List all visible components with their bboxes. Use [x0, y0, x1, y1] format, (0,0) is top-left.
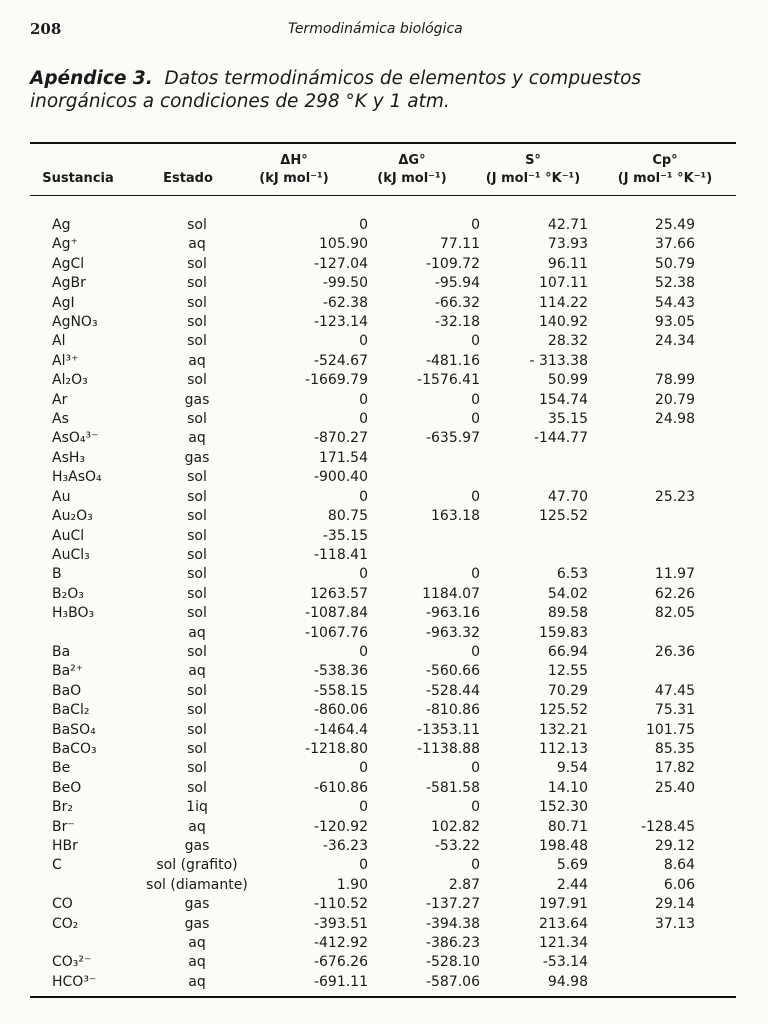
entropy-cell — [484, 527, 598, 546]
state-cell: sol — [187, 760, 207, 777]
gibbs-cell: 0 — [471, 643, 480, 660]
state-cell: sol — [187, 702, 207, 719]
gibbs-cell: -528.44 — [425, 682, 480, 699]
entropy-cell: 121.34 — [539, 935, 588, 952]
gibbs-cell: -32.18 — [434, 314, 480, 331]
heat-capacity-cell: 6.06 — [663, 876, 695, 893]
state-cell: sol (grafito) — [156, 857, 238, 874]
enthalpy-cell: -393.51 — [313, 915, 368, 932]
enthalpy-cell: 0 — [359, 799, 368, 816]
state-cell: sol — [187, 566, 207, 583]
entropy-cell: 54.02 — [547, 585, 588, 602]
gibbs-cell: 0 — [471, 760, 480, 777]
gibbs-cell — [370, 468, 484, 487]
state-cell: sol — [187, 721, 207, 738]
table-row — [30, 546, 736, 565]
entropy-cell: 70.29 — [547, 682, 588, 699]
entropy-cell: 89.58 — [547, 605, 588, 622]
column-header-estado: Estado — [163, 171, 213, 186]
substance-cell: AuCl — [52, 527, 85, 544]
state-cell: aq — [188, 818, 206, 835]
table-row — [30, 759, 736, 778]
substance-cell: Ba — [52, 643, 71, 660]
enthalpy-cell: 0 — [359, 217, 368, 233]
enthalpy-cell: -127.04 — [313, 255, 368, 272]
substance-cell: B₂O₃ — [52, 585, 84, 602]
column-header-delta-h: ΔH° (kJ mol⁻¹) — [259, 153, 329, 186]
substance-cell — [30, 934, 130, 953]
table-row — [30, 332, 736, 351]
gibbs-cell: -481.16 — [425, 352, 480, 369]
entropy-cell: 125.52 — [539, 702, 588, 719]
table-row — [30, 818, 736, 837]
gibbs-cell: 0 — [471, 799, 480, 816]
substance-cell: BaCl₂ — [52, 702, 90, 719]
gibbs-cell: -95.94 — [434, 275, 480, 292]
table-row — [30, 352, 736, 371]
entropy-cell: -144.77 — [533, 430, 588, 447]
state-cell: aq — [188, 352, 206, 369]
table-row — [30, 953, 736, 972]
enthalpy-cell: -610.86 — [313, 779, 368, 796]
caption-label: Apéndice 3. — [30, 68, 153, 89]
substance-cell: As — [52, 411, 69, 428]
gibbs-cell: -1353.11 — [417, 721, 480, 738]
table-row — [30, 274, 736, 293]
table-row — [30, 429, 736, 448]
entropy-cell: 2.44 — [556, 876, 588, 893]
enthalpy-cell: 0 — [359, 643, 368, 660]
heat-capacity-cell: 29.12 — [654, 838, 695, 854]
substance-cell: HBr — [52, 838, 78, 854]
table-row — [30, 876, 736, 895]
gibbs-cell: 102.82 — [431, 818, 480, 835]
entropy-cell — [484, 449, 598, 468]
gibbs-cell: -137.27 — [425, 896, 480, 913]
state-cell: aq — [188, 430, 206, 447]
state-cell: sol — [187, 527, 207, 544]
gibbs-cell: 0 — [471, 333, 480, 350]
entropy-cell: 6.53 — [556, 566, 588, 583]
substance-cell: BaCO₃ — [52, 740, 97, 757]
gibbs-cell — [370, 527, 484, 546]
header-rule — [30, 195, 736, 196]
entropy-cell: 96.11 — [547, 255, 588, 272]
state-cell: aq — [188, 935, 206, 952]
enthalpy-cell: -676.26 — [313, 954, 368, 971]
enthalpy-cell: 0 — [359, 411, 368, 428]
substance-cell: Ba²⁺ — [52, 663, 84, 680]
entropy-cell: 107.11 — [539, 275, 588, 292]
gibbs-cell: -635.97 — [425, 430, 480, 447]
state-cell: sol — [187, 411, 207, 428]
state-cell: aq — [188, 973, 206, 990]
enthalpy-cell: -1067.76 — [305, 624, 368, 641]
substance-cell: Al — [52, 333, 66, 350]
enthalpy-cell: 0 — [359, 857, 368, 874]
state-cell: sol — [187, 779, 207, 796]
column-header-entropy: S° (J mol⁻¹ °K⁻¹) — [485, 153, 581, 186]
state-cell: aq — [188, 954, 206, 971]
gibbs-cell: 2.87 — [448, 876, 480, 893]
table-row — [30, 837, 736, 856]
enthalpy-cell: 80.75 — [327, 508, 368, 525]
table-row — [30, 391, 736, 410]
gibbs-cell: 0 — [471, 217, 480, 233]
heat-capacity-cell: -128.45 — [640, 818, 695, 835]
gibbs-cell: 1184.07 — [422, 585, 480, 602]
substance-cell: AgCl — [52, 255, 85, 272]
state-cell: sol — [187, 275, 207, 292]
state-cell: sol — [187, 740, 207, 757]
substance-cell: AsH₃ — [52, 449, 86, 466]
heat-capacity-cell: 37.13 — [654, 915, 695, 932]
gibbs-cell: -810.86 — [425, 702, 480, 719]
page-number: 208 — [30, 20, 62, 38]
entropy-cell: 47.70 — [547, 488, 588, 505]
entropy-cell — [484, 546, 598, 565]
column-header-delta-g: ΔG° (kJ mol⁻¹) — [377, 153, 447, 186]
heat-capacity-cell — [598, 934, 736, 953]
entropy-cell: 154.74 — [539, 391, 588, 408]
substance-cell: Br₂ — [52, 799, 73, 816]
heat-capacity-cell: 37.66 — [654, 236, 695, 253]
entropy-cell: 9.54 — [556, 760, 588, 777]
heat-capacity-cell — [598, 662, 736, 681]
state-cell: gas — [184, 838, 210, 854]
entropy-cell: 152.30 — [539, 799, 588, 816]
substance-cell: Ar — [52, 391, 68, 408]
entropy-cell: 112.13 — [539, 740, 588, 757]
heat-capacity-cell: 78.99 — [654, 372, 695, 389]
substance-cell: AgBr — [52, 275, 86, 292]
state-cell: sol — [187, 469, 207, 486]
enthalpy-cell: -36.23 — [322, 838, 368, 854]
enthalpy-cell: -1669.79 — [305, 372, 368, 389]
enthalpy-cell: 0 — [359, 391, 368, 408]
entropy-cell: 132.21 — [539, 721, 588, 738]
table-row — [30, 371, 736, 390]
substance-cell: Br⁻ — [52, 818, 75, 835]
heat-capacity-cell: 25.40 — [654, 779, 695, 796]
gibbs-cell: -560.66 — [425, 663, 480, 680]
heat-capacity-cell — [598, 352, 736, 371]
substance-cell: CO₃²⁻ — [52, 954, 92, 971]
enthalpy-cell: 0 — [359, 566, 368, 583]
table-caption — [30, 67, 742, 113]
substance-cell: Be — [52, 760, 71, 777]
gibbs-cell: 0 — [471, 411, 480, 428]
heat-capacity-cell: 29.14 — [654, 896, 695, 913]
gibbs-cell: -394.38 — [425, 915, 480, 932]
heat-capacity-cell: 17.82 — [654, 760, 695, 777]
entropy-cell: 140.92 — [539, 314, 588, 331]
enthalpy-cell: -1087.84 — [305, 605, 368, 622]
entropy-cell: - 313.38 — [529, 352, 588, 369]
entropy-cell: 159.83 — [539, 624, 588, 641]
entropy-cell: 28.32 — [547, 333, 588, 350]
substance-cell: H₃BO₃ — [52, 605, 95, 622]
state-cell: aq — [188, 236, 206, 253]
state-cell: sol — [187, 333, 207, 350]
substance-cell: Ag⁺ — [52, 236, 78, 253]
table-row — [30, 313, 736, 332]
table-body — [30, 216, 736, 992]
gibbs-cell: -963.16 — [425, 605, 480, 622]
entropy-cell: 5.69 — [556, 857, 588, 874]
entropy-cell: 12.55 — [547, 663, 588, 680]
enthalpy-cell: 0 — [359, 333, 368, 350]
table-row — [30, 740, 736, 759]
enthalpy-cell: 171.54 — [319, 449, 368, 466]
gibbs-cell: -581.58 — [425, 779, 480, 796]
heat-capacity-cell: 54.43 — [654, 294, 695, 311]
substance-cell: BeO — [52, 779, 82, 796]
table-row — [30, 779, 736, 798]
substance-cell: B — [52, 566, 62, 583]
gibbs-cell: 0 — [471, 488, 480, 505]
table-row — [30, 856, 736, 875]
enthalpy-cell: -1218.80 — [305, 740, 368, 757]
table-row — [30, 449, 736, 468]
substance-cell: AsO₄³⁻ — [52, 430, 99, 447]
gibbs-cell: -963.32 — [425, 624, 480, 641]
table-row — [30, 701, 736, 720]
heat-capacity-cell — [598, 527, 736, 546]
entropy-cell: 125.52 — [539, 508, 588, 525]
enthalpy-cell: -99.50 — [322, 275, 368, 292]
substance-cell: CO₂ — [52, 915, 79, 932]
table-row — [30, 624, 736, 643]
enthalpy-cell: -538.36 — [313, 663, 368, 680]
heat-capacity-cell: 52.38 — [654, 275, 695, 292]
gibbs-cell — [370, 449, 484, 468]
table-row — [30, 527, 736, 546]
running-head: Termodinámica biológica — [288, 21, 463, 37]
table-row — [30, 721, 736, 740]
heat-capacity-cell: 62.26 — [654, 585, 695, 602]
substance-cell: CO — [52, 896, 73, 913]
substance-cell: C — [52, 857, 62, 874]
gibbs-cell: -1576.41 — [417, 372, 480, 389]
heat-capacity-cell: 24.98 — [654, 411, 695, 428]
heat-capacity-cell: 85.35 — [654, 740, 695, 757]
state-cell: 1iq — [186, 799, 208, 816]
entropy-cell — [484, 468, 598, 487]
state-cell: sol — [187, 585, 207, 602]
state-cell: sol — [187, 314, 207, 331]
gibbs-cell: -53.22 — [434, 838, 480, 854]
table-row — [30, 294, 736, 313]
state-cell: sol — [187, 255, 207, 272]
enthalpy-cell: -110.52 — [313, 896, 368, 913]
state-cell: gas — [184, 896, 210, 913]
table-top-rule — [30, 142, 736, 144]
column-header-heat-capacity: Cp° (J mol⁻¹ °K⁻¹) — [617, 153, 713, 186]
entropy-cell: 42.71 — [547, 217, 588, 233]
substance-cell: Au₂O₃ — [52, 508, 93, 525]
enthalpy-cell: 0 — [359, 488, 368, 505]
heat-capacity-cell — [598, 798, 736, 817]
enthalpy-cell: -35.15 — [322, 527, 368, 544]
state-cell: aq — [188, 624, 206, 641]
table-row — [30, 662, 736, 681]
table-row — [30, 507, 736, 526]
heat-capacity-cell: 25.23 — [654, 488, 695, 505]
substance-cell: BaO — [52, 682, 82, 699]
heat-capacity-cell: 50.79 — [654, 255, 695, 272]
enthalpy-cell: -558.15 — [313, 682, 368, 699]
heat-capacity-cell — [598, 953, 736, 972]
enthalpy-cell: -120.92 — [313, 818, 368, 835]
entropy-cell: 197.91 — [539, 896, 588, 913]
substance-cell: Al³⁺ — [52, 352, 79, 369]
enthalpy-cell: -524.67 — [313, 352, 368, 369]
state-cell: sol — [187, 508, 207, 525]
heat-capacity-cell — [598, 449, 736, 468]
table-row — [30, 410, 736, 429]
gibbs-cell: -1138.88 — [417, 740, 480, 757]
gibbs-cell: 0 — [471, 391, 480, 408]
substance-cell: AgI — [52, 294, 75, 311]
state-cell: sol — [187, 294, 207, 311]
substance-cell: AuCl₃ — [52, 546, 90, 563]
entropy-cell: 14.10 — [547, 779, 588, 796]
enthalpy-cell: -118.41 — [313, 546, 368, 563]
gibbs-cell: -386.23 — [425, 935, 480, 952]
table-row — [30, 235, 736, 254]
table-row — [30, 468, 736, 487]
substance-cell — [30, 624, 130, 643]
substance-cell: H₃AsO₄ — [52, 469, 102, 486]
gibbs-cell: 163.18 — [431, 508, 480, 525]
heat-capacity-cell — [598, 429, 736, 448]
table-row — [30, 643, 736, 662]
state-cell: sol — [187, 643, 207, 660]
gibbs-cell: 0 — [471, 566, 480, 583]
state-cell: sol — [187, 682, 207, 699]
gibbs-cell: -109.72 — [425, 255, 480, 272]
entropy-cell: 198.48 — [539, 838, 588, 854]
enthalpy-cell: -691.11 — [313, 973, 368, 990]
heat-capacity-cell: 75.31 — [654, 702, 695, 719]
table-row — [30, 915, 736, 934]
table-row — [30, 585, 736, 604]
substance-cell: BaSO₄ — [52, 721, 96, 738]
substance-cell: HCO³⁻ — [52, 973, 97, 990]
substance-cell: AgNO₃ — [52, 314, 98, 331]
heat-capacity-cell: 24.34 — [654, 333, 695, 350]
entropy-cell: 66.94 — [547, 643, 588, 660]
state-cell: gas — [184, 391, 210, 408]
heat-capacity-cell: 82.05 — [654, 605, 695, 622]
entropy-cell: 114.22 — [539, 294, 588, 311]
entropy-cell: 94.98 — [547, 973, 588, 990]
state-cell: gas — [184, 915, 210, 932]
table-bottom-rule — [30, 996, 736, 998]
enthalpy-cell: -123.14 — [313, 314, 368, 331]
entropy-cell: 80.71 — [547, 818, 588, 835]
gibbs-cell: -66.32 — [434, 294, 480, 311]
thermodynamic-data-table — [30, 216, 736, 992]
entropy-cell: 50.99 — [547, 372, 588, 389]
heat-capacity-cell: 26.36 — [654, 643, 695, 660]
enthalpy-cell: -1464.4 — [313, 721, 368, 738]
heat-capacity-cell: 101.75 — [646, 721, 695, 738]
heat-capacity-cell: 8.64 — [663, 857, 695, 874]
entropy-cell: 73.93 — [547, 236, 588, 253]
gibbs-cell: 0 — [471, 857, 480, 874]
entropy-cell: 35.15 — [547, 411, 588, 428]
table-row — [30, 565, 736, 584]
enthalpy-cell: -900.40 — [313, 469, 368, 486]
table-row — [30, 682, 736, 701]
enthalpy-cell: 0 — [359, 760, 368, 777]
heat-capacity-cell: 47.45 — [654, 682, 695, 699]
heat-capacity-cell: 20.79 — [654, 391, 695, 408]
heat-capacity-cell: 11.97 — [654, 566, 695, 583]
substance-cell: Ag — [52, 217, 71, 233]
table-row — [30, 604, 736, 623]
enthalpy-cell: -62.38 — [322, 294, 368, 311]
gibbs-cell: -528.10 — [425, 954, 480, 971]
state-cell: sol — [187, 372, 207, 389]
gibbs-cell: 77.11 — [439, 236, 480, 253]
enthalpy-cell: 1263.57 — [310, 585, 368, 602]
table-row — [30, 973, 736, 992]
gibbs-cell: -587.06 — [425, 973, 480, 990]
table-row — [30, 488, 736, 507]
enthalpy-cell: -860.06 — [313, 702, 368, 719]
gibbs-cell — [370, 546, 484, 565]
heat-capacity-cell — [598, 546, 736, 565]
heat-capacity-cell — [598, 507, 736, 526]
substance-cell: Au — [52, 488, 71, 505]
state-cell: sol (diamante) — [146, 876, 248, 893]
substance-cell: Al₂O₃ — [52, 372, 88, 389]
enthalpy-cell: -412.92 — [313, 935, 368, 952]
heat-capacity-cell: 25.49 — [654, 217, 695, 233]
state-cell: sol — [187, 488, 207, 505]
heat-capacity-cell: 93.05 — [654, 314, 695, 331]
entropy-cell: 213.64 — [539, 915, 588, 932]
caption-text: Datos termodinámicos de elementos y compuestos inorgánicos a condiciones de 298 °K y 1 atm. — [30, 68, 642, 112]
table-row — [30, 934, 736, 953]
entropy-cell: -53.14 — [542, 954, 588, 971]
heat-capacity-cell — [598, 973, 736, 992]
table-row — [30, 798, 736, 817]
substance-cell — [30, 876, 130, 895]
state-cell: gas — [184, 449, 210, 466]
table-row — [30, 895, 736, 914]
state-cell: sol — [187, 605, 207, 622]
enthalpy-cell: 1.90 — [336, 876, 368, 893]
heat-capacity-cell — [598, 468, 736, 487]
heat-capacity-cell — [598, 624, 736, 643]
enthalpy-cell: -870.27 — [313, 430, 368, 447]
state-cell: sol — [187, 217, 207, 233]
state-cell: aq — [188, 663, 206, 680]
enthalpy-cell: 105.90 — [319, 236, 368, 253]
table-row — [30, 216, 736, 235]
column-header-sustancia: Sustancia — [42, 171, 114, 186]
table-row — [30, 255, 736, 274]
state-cell: sol — [187, 546, 207, 563]
